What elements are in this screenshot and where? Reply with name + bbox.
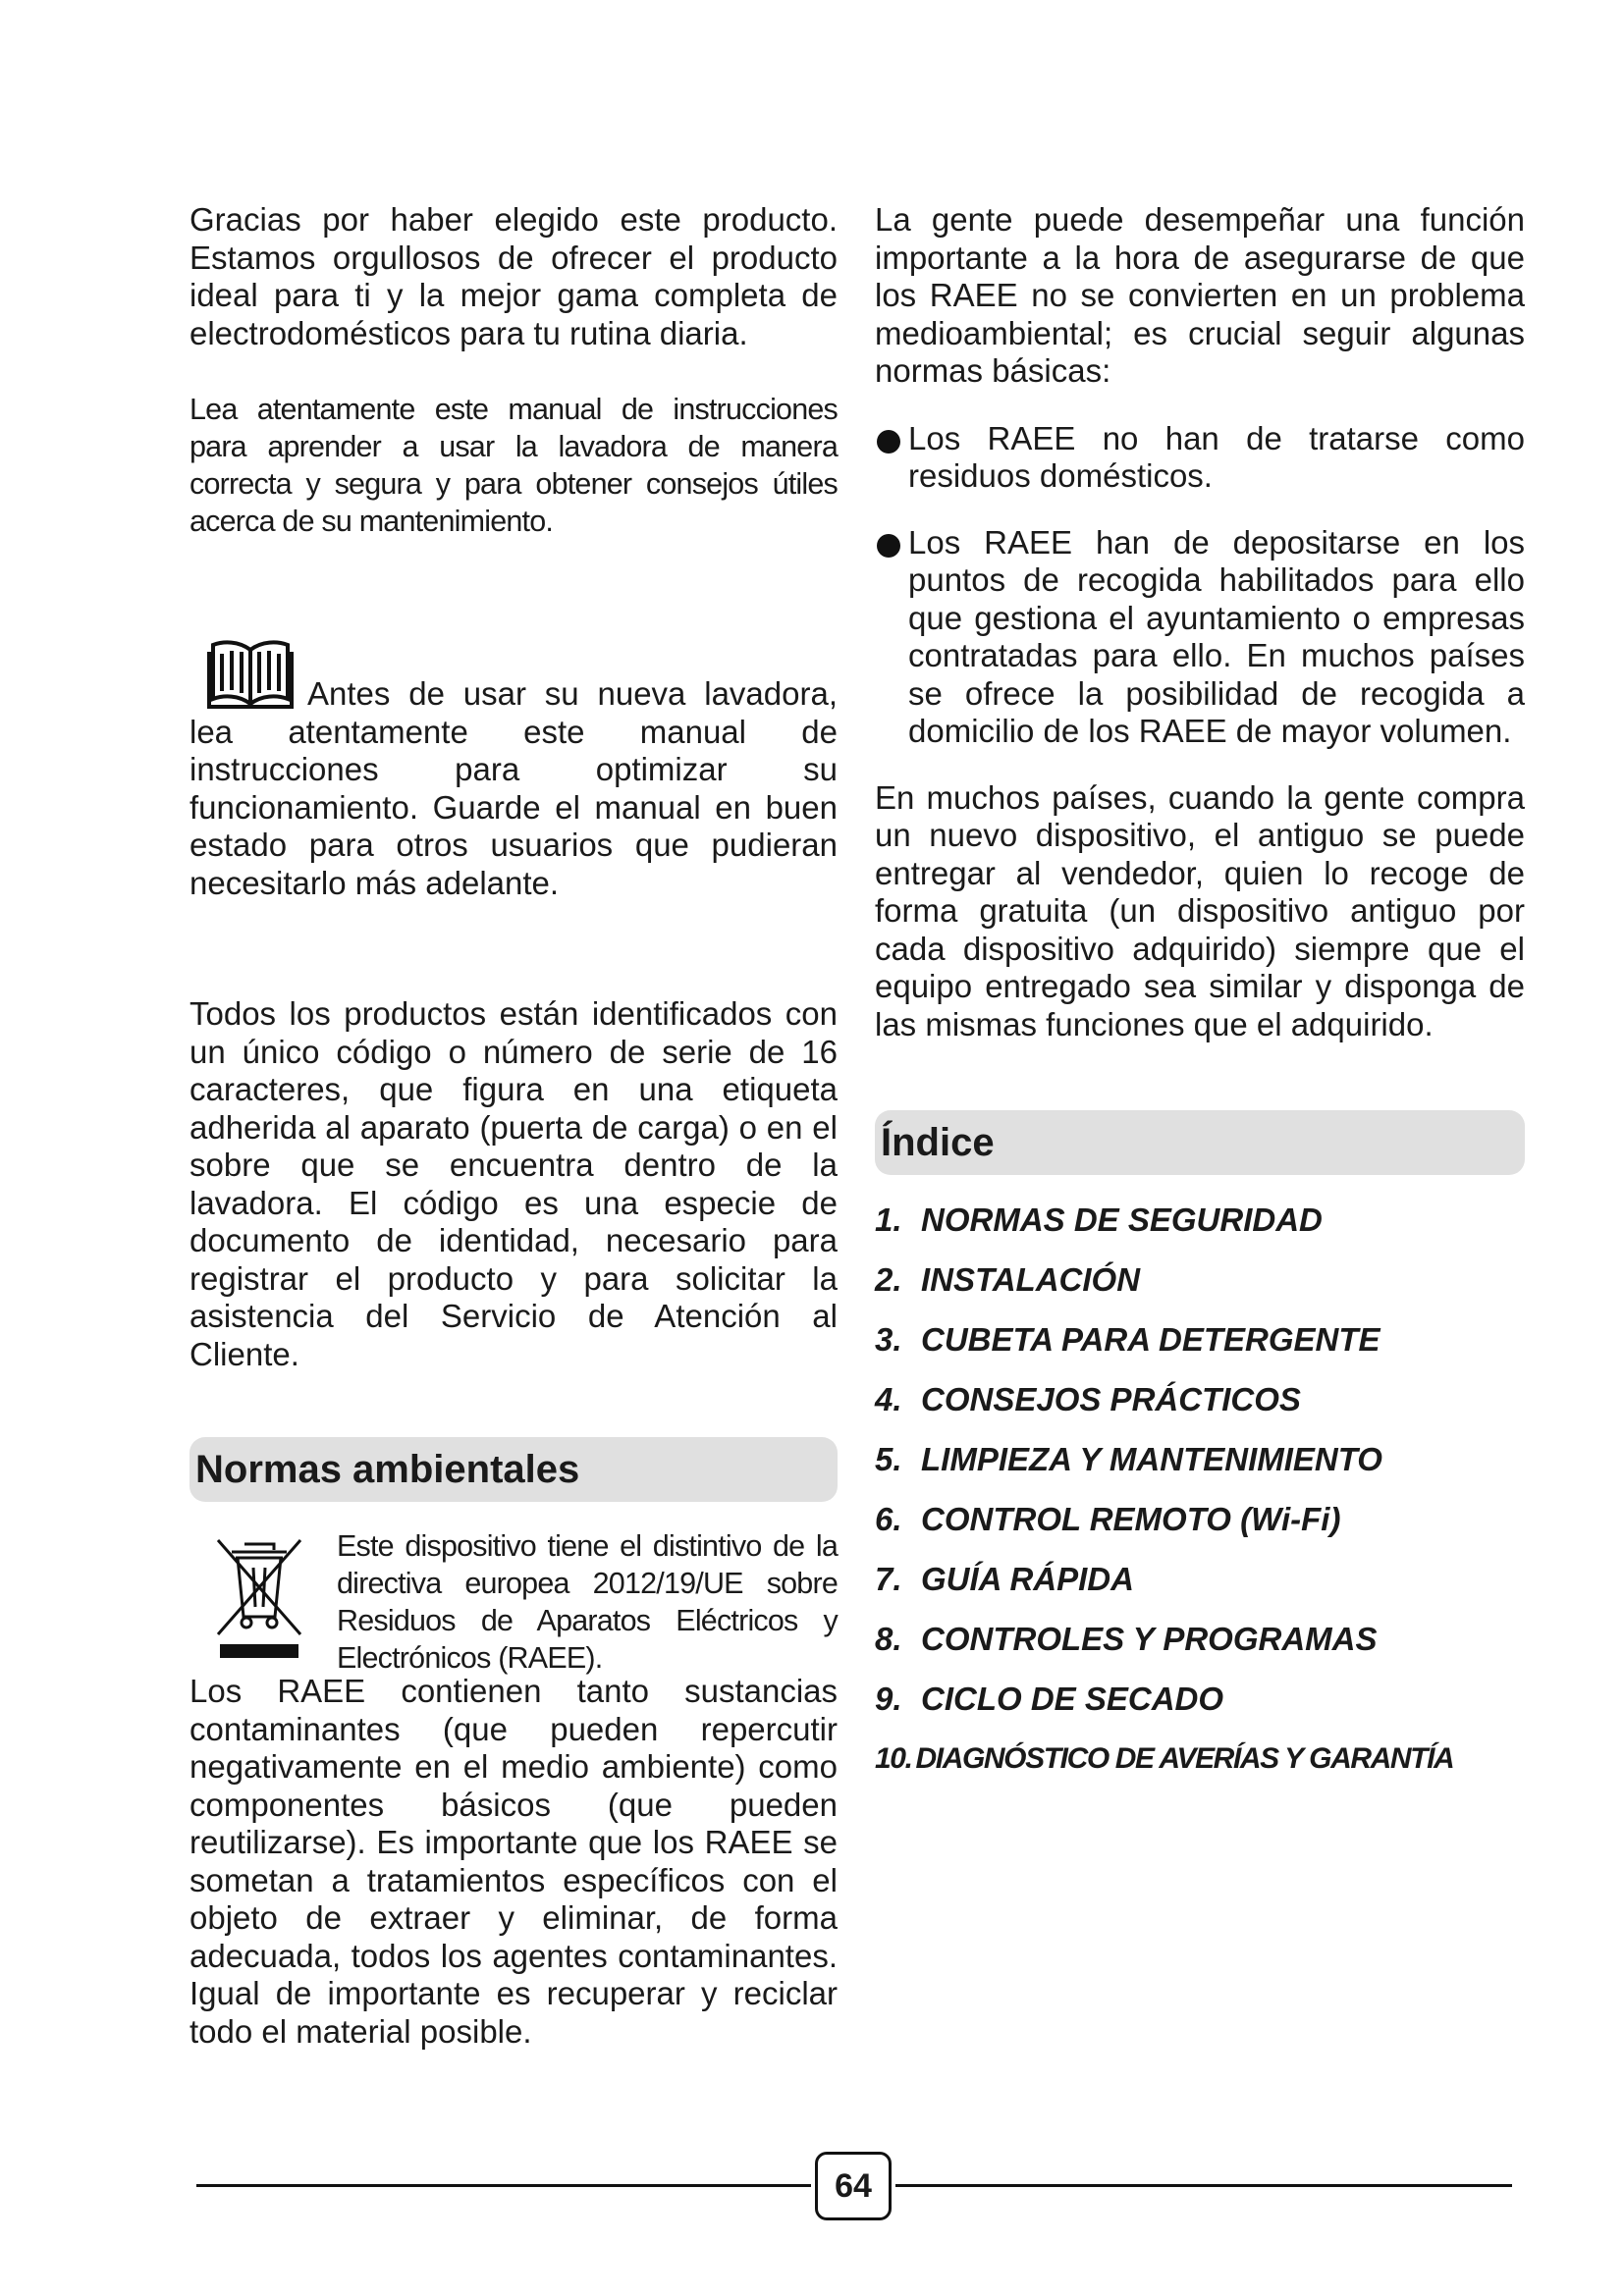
bullet-text: Los RAEE no han de tratarse como residuos domésticos. [908, 419, 1525, 494]
bullet-icon [877, 430, 900, 454]
footer-rule-left [196, 2184, 811, 2187]
toc-title: DIAGNÓSTICO DE AVERÍAS Y GARANTÍA [915, 1742, 1454, 1775]
toc-number: 4. [875, 1381, 902, 1417]
people-role-paragraph: La gente puede desempeñar una función importante a la hora de asegurarse de que los RAEE no se convierten en un problema medioambiental; es crucial seguir algunas normas básicas: [875, 201, 1525, 389]
index-heading: Índice [875, 1110, 1525, 1175]
bullet-icon [877, 534, 900, 558]
toc-item[interactable] [875, 1441, 1525, 1501]
toc-title: CONTROL REMOTO (Wi-Fi) [921, 1501, 1341, 1537]
open-book-icon [206, 638, 295, 712]
left-column [189, 201, 838, 2051]
toc-item[interactable] [875, 1561, 1525, 1621]
table-of-contents [875, 1201, 1525, 1800]
toc-title: NORMAS DE SEGURIDAD [921, 1201, 1323, 1238]
page-number: 64 [815, 2152, 892, 2220]
toc-number: 7. [875, 1561, 902, 1597]
intro-paragraph: Gracias por haber elegido este producto. Estamos orgullosos de ofrecer el producto ideal para ti y la mejor gama completa de electrodomésticos para tu rutina diaria. [189, 201, 838, 351]
toc-title: CICLO DE SECADO [921, 1681, 1224, 1717]
toc-item[interactable] [875, 1740, 1525, 1800]
toc-title: CUBETA PARA DETERGENTE [921, 1321, 1380, 1358]
toc-item[interactable] [875, 1501, 1525, 1561]
toc-title: CONSEJOS PRÁCTICOS [921, 1381, 1301, 1417]
toc-number: 3. [875, 1321, 902, 1358]
toc-title: INSTALACIÓN [921, 1261, 1141, 1298]
take-back-paragraph: En muchos países, cuando la gente compra un nuevo dispositivo, el antiguo se puede entregar al vendedor, quien lo recoge de forma gratuita (un dispositivo antiguo por cada dispositivo adquirido) siempre que el equipo entregado sea similar y disponga de las mismas funciones que el adquirido. [875, 778, 1525, 1042]
basic-rules-list [875, 420, 1525, 751]
serial-number-paragraph: Todos los productos están identificados con un único código o número de serie de 16 caracteres, que figura en una etiqueta adherida al aparato (puerta de carga) o en el sobre que se encuentra dentro de la lavadora. El código es una especie de documento de identidad, necesario para registrar el producto y para solicitar la asistencia del Servicio de Atención al Cliente. [189, 995, 838, 1372]
toc-number: 1. [875, 1201, 902, 1238]
toc-item[interactable] [875, 1201, 1525, 1261]
list-item [875, 524, 1525, 751]
toc-number: 9. [875, 1681, 902, 1717]
weee-directive-note: Este dispositivo tiene el distintivo de la directiva europea 2012/19/UE sobre Residuos de Aparatos Eléctricos y Electrónicos (RAEE). [337, 1529, 838, 1675]
toc-item[interactable] [875, 1381, 1525, 1441]
read-manual-paragraph: Lea atentamente este manual de instrucciones para aprender a usar la lavadora de manera correcta y segura y para obtener consejos útiles acerca de su mantenimiento. [189, 393, 838, 538]
toc-title: GUÍA RÁPIDA [921, 1561, 1134, 1597]
raee-paragraph: Los RAEE contienen tanto sustancias contaminantes (que pueden repercutir negativamente en el medio ambiente) como componentes básicos (que pueden reutilizarse). Es importante que los RAEE se sometan a tratamientos específicos con el objeto de extraer y eliminar, de forma adecuada, todos los agentes contaminantes. Igual de importante es recuperar y reciclar todo el material posible. [189, 1673, 838, 2050]
toc-title: LIMPIEZA Y MANTENIMIENTO [921, 1441, 1382, 1477]
toc-number: 8. [875, 1621, 902, 1657]
toc-number: 5. [875, 1441, 902, 1477]
environment-heading: Normas ambientales [189, 1437, 838, 1502]
bullet-text: Los RAEE han de depositarse en los puntos de recogida habilitados para ello que gestiona el ayuntamiento o empresas contratadas para ello. En muchos países se ofrece la posibilidad de recogida a domicilio de los RAEE de mayor volumen. [908, 523, 1525, 749]
toc-title: CONTROLES Y PROGRAMAS [921, 1621, 1378, 1657]
toc-item[interactable] [875, 1681, 1525, 1740]
footer-rule-right [895, 2184, 1512, 2187]
before-use-paragraph: Antes de usar su nueva lavadora, lea atentamente este manual de instrucciones para optimizar su funcionamiento. Guarde el manual en buen estado para otros usuarios que pudieran necesitarlo más adelante. [189, 675, 838, 901]
toc-number: 6. [875, 1501, 902, 1537]
right-column [875, 201, 1525, 1800]
toc-number: 2. [875, 1261, 902, 1298]
crossed-out-wheelie-bin-icon [214, 1536, 304, 1664]
list-item [875, 420, 1525, 496]
toc-number: 10. [875, 1742, 912, 1775]
toc-item[interactable] [875, 1621, 1525, 1681]
toc-item[interactable] [875, 1261, 1525, 1321]
toc-item[interactable] [875, 1321, 1525, 1381]
